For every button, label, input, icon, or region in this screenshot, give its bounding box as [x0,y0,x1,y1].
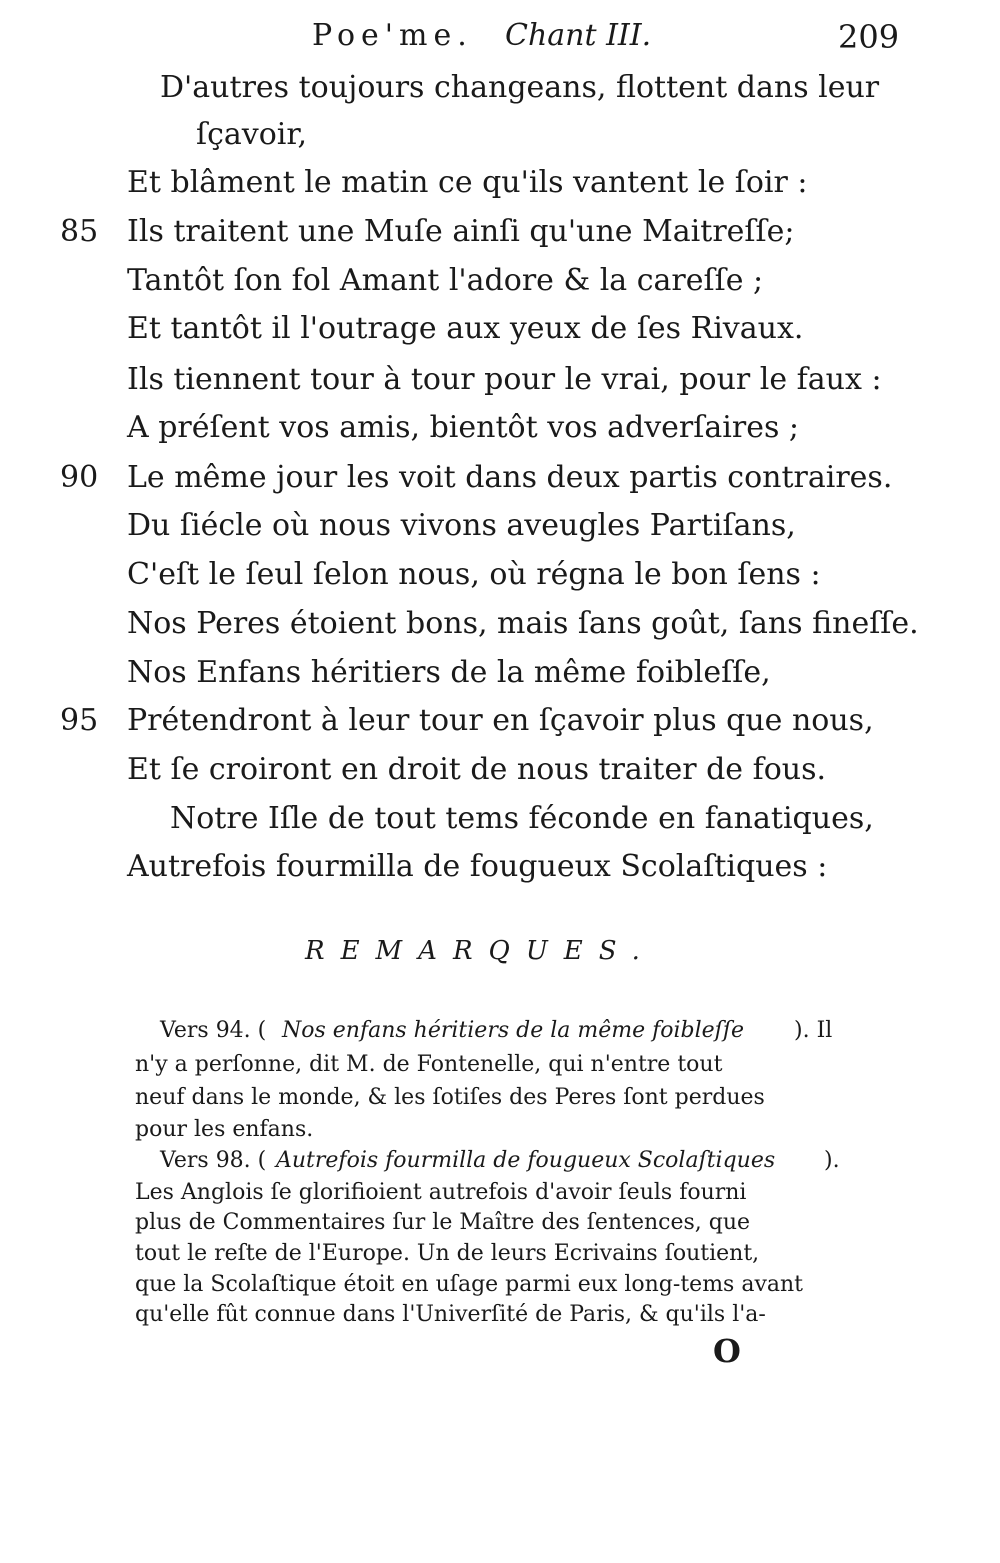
verse-text: Et tantôt il l'outrage aux yeux de ſes Rivaux. [127,311,804,346]
verse-line [0,557,1000,605]
note-text: n'y a perſonne, dit M. de Fontenelle, qui n'entre tout [135,1052,723,1077]
note-line [0,1302,1000,1332]
verse-line [0,752,1000,800]
verse-text: Nos Peres étoient bons, mais ſans goût, ſans fineſſe. [127,606,919,641]
verse-number: 90 [60,460,99,495]
verse-text: Ils traitent une Muſe ainſi qu'une Maitreſſe; [127,214,795,249]
verse-line [0,801,1000,849]
note-text: neuf dans le monde, & les ſotiſes des Peres ſont perdues [135,1085,765,1110]
verse-line [0,606,1000,654]
verse-text: A préſent vos amis, bientôt vos adverſaires ; [127,410,799,445]
page-number: 209 [838,18,900,56]
note-text: qu'elle fût connue dans l'Univerſité de Paris, & qu'ils l'a- [135,1302,766,1327]
verse-text: Notre Iſle de tout tems féconde en fanatiques, [170,801,874,836]
verse-text: Ils tiennent tour à tour pour le vrai, pour le faux : [127,362,882,397]
verse-line [0,410,1000,458]
note-line [0,1148,1000,1178]
verse-line [0,70,1000,118]
verse-text: D'autres toujours changeans, flottent dans leur [160,70,880,105]
verse-number: 95 [60,703,99,738]
verse-line [0,263,1000,311]
verse-number: 85 [60,214,99,249]
note-line [0,1052,1000,1082]
note-label: Vers 94. ( [160,1018,267,1043]
signature-mark: O [713,1332,741,1370]
verse-line [0,703,1000,751]
verse-line [0,362,1000,410]
verse-line [0,117,1000,165]
note-line [0,1018,1000,1048]
verse-text: Et blâment le matin ce qu'ils vantent le ſoir : [127,165,808,200]
verse-line [0,214,1000,262]
note-label: Vers 98. ( [160,1148,267,1173]
verse-text: C'eſt le ſeul ſelon nous, où régna le bon ſens : [127,557,821,592]
running-head-title: Poe'me. [312,18,473,53]
verse-text: Et ſe croiront en droit de nous traiter de fous. [127,752,827,787]
note-text: ). Il [794,1018,833,1043]
verse-line [0,460,1000,508]
note-text: pour les enfans. [135,1117,314,1142]
verse-text: Autrefois fourmilla de fougueux Scolaſtiques : [127,849,828,884]
verse-line [0,508,1000,556]
running-head [0,18,1000,62]
verse-text: ſçavoir, [196,117,307,152]
verse-text: Le même jour les voit dans deux partis contraires. [127,460,893,495]
verse-text: Du ſiécle où nous vivons aveugles Partiſans, [127,508,796,543]
note-line [0,1085,1000,1115]
verse-text: Prétendront à leur tour en ſçavoir plus que nous, [127,703,874,738]
note-citation: Nos enfans héritiers de la même foibleſſe [282,1018,744,1043]
note-text: Les Anglois ſe glorifioient autrefois d'avoir ſeuls fourni [135,1180,747,1205]
note-line [0,1210,1000,1240]
note-text: que la Scolaſtique étoit en uſage parmi eux long-tems avant [135,1272,804,1297]
running-head-chant: Chant III. [505,18,652,53]
note-line [0,1241,1000,1271]
note-text: tout le reſte de l'Europe. Un de leurs Ecrivains ſoutient, [135,1241,760,1266]
verse-line [0,849,1000,897]
note-line [0,1180,1000,1210]
verse-line [0,165,1000,213]
verse-text: Tantôt ſon fol Amant l'adore & la careſſe ; [127,263,764,298]
note-line [0,1272,1000,1302]
verse-line [0,655,1000,703]
note-text: ). [824,1148,840,1173]
verse-line [0,311,1000,359]
verse-text: Nos Enfans héritiers de la même foibleſſe, [127,655,771,690]
remarks-heading: REMARQUES. [305,936,656,966]
note-text: plus de Commentaires ſur le Maître des ſentences, que [135,1210,751,1235]
note-citation: Autrefois fourmilla de fougueux Scolaſtiques [276,1148,776,1173]
note-line [0,1117,1000,1147]
